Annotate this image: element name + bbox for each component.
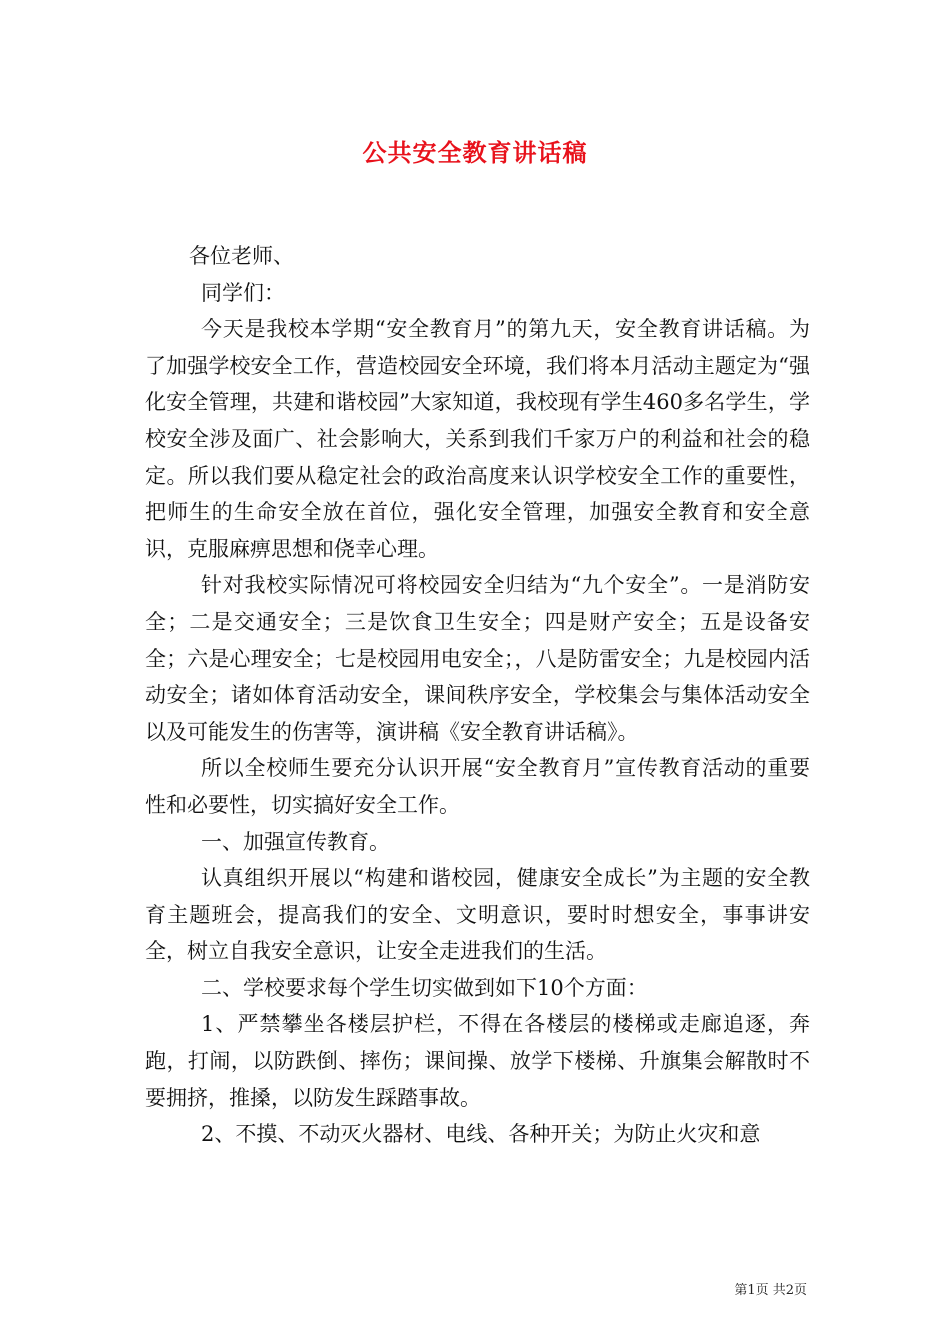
section-heading-1: 一、加强宣传教育。 bbox=[201, 829, 390, 854]
rule-item-2: 2、不摸、不动灭火器材、电线、各种开关；为防止火灾和意 bbox=[201, 1122, 761, 1147]
paragraph-intro: 今天是我校本学期“安全教育月”的第九天，安全教育讲话稿。为了加强学校安全工作，营造校园安全环境，我们将本月活动主题定为“强化安全管理，共建和谐校园”大家知道，我校现有学生460多名学生，学校安全涉及面广、社会影响大，关系到我们千家万户的利益和社会的稳定。所以我们要从稳定社会的政治高度来认识学校安全工作的重要性，把师生的生命安全放在首位，强化安全管理，加强安全教育和安全意识，克服麻痹思想和侥幸心理。 bbox=[145, 317, 810, 561]
document-title: 公共安全教育讲话稿 bbox=[362, 138, 588, 167]
paragraph-theme-class: 认真组织开展以“构建和谐校园，健康安全成长”为主题的安全教育主题班会，提高我们的安全、文明意识，要时时想安全，事事讲安全，树立自我安全意识，让安全走进我们的生活。 bbox=[145, 866, 810, 964]
rule-item-1: 1、严禁攀坐各楼层护栏，不得在各楼层的楼梯或走廊追逐，奔跑，打闹，以防跌倒、摔伤；课间操、放学下楼梯、升旗集会解散时不要拥挤，推搡，以防发生踩踏事故。 bbox=[145, 1012, 810, 1110]
section-heading-2: 二、学校要求每个学生切实做到如下10个方面： bbox=[201, 975, 648, 1000]
document-body bbox=[145, 238, 810, 1153]
salutation-line-1: 各位老师、 bbox=[189, 244, 294, 268]
page-number: 第1页 共2页 bbox=[734, 1283, 807, 1298]
paragraph-importance: 所以全校师生要充分认识开展“安全教育月”宣传教育活动的重要性和必要性，切实搞好安全工作。 bbox=[145, 756, 810, 817]
paragraph-nine-safety: 针对我校实际情况可将校园安全归结为“九个安全”。一是消防安全；二是交通安全；三是饮食卫生安全；四是财产安全；五是设备安全；六是心理安全；七是校园用电安全；，八是防雷安全；九是校园内活动安全；诸如体育活动安全，课间秩序安全，学校集会与集体活动安全以及可能发生的伤害等，演讲稿《安全教育讲话稿》。 bbox=[145, 573, 810, 744]
salutation-line-2: 同学们： bbox=[201, 280, 285, 305]
